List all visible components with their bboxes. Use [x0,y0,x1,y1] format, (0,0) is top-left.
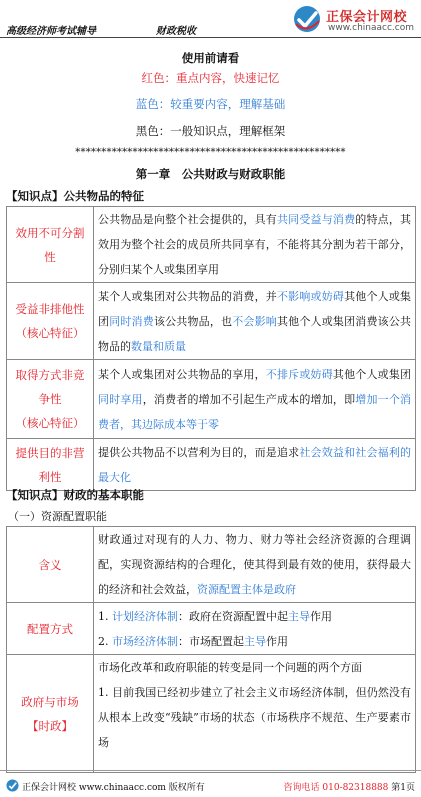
kp2-row3-key-note: 【时政】 [27,718,73,733]
page-header [0,0,421,38]
chapter-title: 第一章 公共财政与财政职能 [135,167,286,181]
brand-name: 正保会计网校 [326,10,408,25]
kp2-row2-item1: 1. 计划经济体制：政府在资源配置中起主导作用 [98,609,332,623]
footer-logo-icon [6,779,19,792]
kp2-section-title: （一）资源配置职能 [8,510,107,523]
kp2-row3-key-main: 政府与市场 [21,694,79,709]
brand-logo[interactable] [292,2,417,36]
kp1-row3-text: 某个人或集团对公共物品的享用，不排斥或妨碍其他个人或集团同时享用，消费者的增加不引起生产成本的增加，即增加一个消费者，其边际成本等于零 [94,360,416,439]
kp2-row3-line1: 市场化改革和政府职能的转变是同一个问题的两个方面 [98,661,362,674]
intro-title: 使用前请看 [181,51,240,65]
kp1-row4-text: 提供公共物品不以营利为目的，而是追求社会效益和社会福利的最大化 [94,439,416,491]
table-row [7,207,416,283]
kp1-row3-key [7,360,94,439]
kp2-row1-text: 财政通过对现有的人力、物力、财力等社会经济资源的合理调配，实现资源结构的合理化，使其得到最有效的使用，获得最大的经济和社会效益，资源配置主体是政府 [94,527,416,603]
footer-hotline: 咨询电话 010-82318888 [283,783,389,793]
kp2-row3-text [94,655,416,773]
kp2-row3-line2: 1. 目前我国已经初步建立了社会主义市场经济体制，但仍然没有从根本上改变“残缺”市场的状态（市场秩序不规范、生产要素市场 [98,686,411,749]
logo-mark-icon [292,4,322,34]
kp2-row2-text [94,603,416,655]
footer-copyright: 正保会计网校 www.chinaacc.com 版权所有 [22,783,205,793]
table-row [7,360,416,439]
brand-url: www.chinaacc.com [328,23,414,33]
kp1-heading: 【知识点】公共物品的特征 [6,189,144,203]
kp1-row1-key: 效用不可分割性 [7,207,94,283]
table-row [7,655,416,773]
header-center-text: 财政税收 [156,26,196,37]
kp1-row2-text: 某个人或集团对公共物品的消费，并不影响或妨碍其他个人或集团同时消费该公共物品，也不会影响其他个人或集团消费该公共物品的数量和质量 [94,283,416,360]
kp2-table [6,526,416,773]
kp2-row2-item2: 2. 市场经济体制：市场配置起主导作用 [98,634,288,648]
table-row [7,283,416,360]
kp2-row3-key [7,655,94,773]
header-left-text: 高级经济师考试辅导 [6,26,96,37]
kp2-heading: 【知识点】财政的基本职能 [6,488,144,502]
page-footer [0,770,421,797]
kp1-row1-text: 公共物品是向整个社会提供的，具有共同受益与消费的特点，其效用为整个社会的成员所共同享有，不能将其分割为若干部分，分别归某个人或集团享用 [94,207,416,283]
kp1-row2-key-main: 受益非排他性 [15,302,85,316]
kp1-table [6,206,416,491]
kp1-row3-key-note: （核心特征） [15,416,85,430]
kp1-row2-key [7,283,94,360]
kp1-row3-key-main: 取得方式非竞争性 [15,368,85,406]
kp2-row1-key: 含义 [7,527,94,603]
table-row [7,527,416,603]
legend-black-line: 黑色：一般知识点，理解框架 [135,124,286,138]
footer-page-number: 第1页 [391,783,415,793]
kp1-row4-key: 提供目的非营利性 [7,439,94,491]
legend-red-line: 红色：重点内容，快速记忆 [141,71,280,85]
kp1-row2-key-note: （核心特征） [15,326,85,340]
star-divider: **************************************************** [75,147,346,158]
table-row [7,439,416,491]
legend-blue-line: 蓝色：较重要内容，理解基础 [135,97,286,111]
footer-right [284,780,416,793]
table-row [7,603,416,655]
kp2-row2-key: 配置方式 [7,603,94,655]
